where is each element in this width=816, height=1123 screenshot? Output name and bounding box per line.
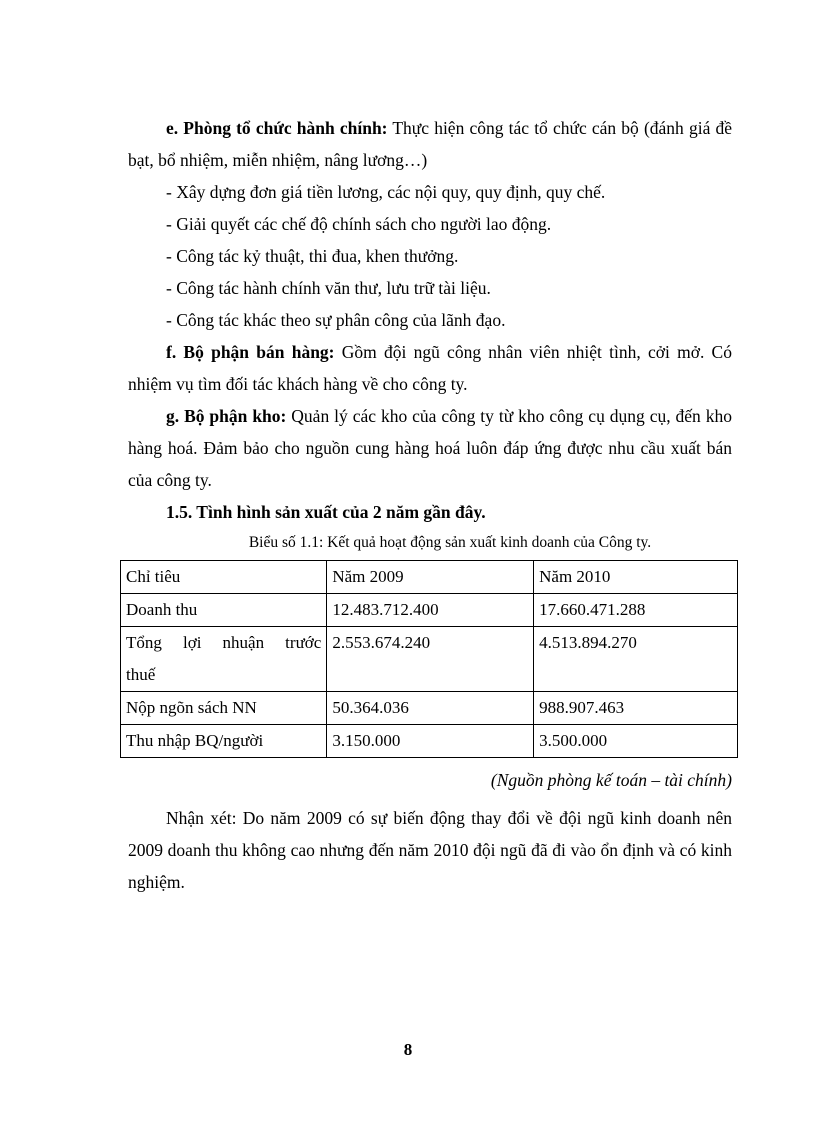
list-item: - Công tác hành chính văn thư, lưu trữ tài liệu.	[166, 278, 491, 298]
table-cell: 17.660.471.288	[534, 594, 738, 627]
table-caption: Biểu số 1.1: Kết quả hoạt động sản xuất kinh doanh của Công ty.	[248, 534, 652, 551]
results-table	[120, 560, 738, 758]
section-heading: 1.5. Tình hình sản xuất của 2 năm gần đây.	[166, 502, 486, 522]
table-cell: 2.553.674.240	[327, 627, 534, 692]
paragraph-remark: Nhận xét: Do năm 2009 có sự biến động thay đổi về đội ngũ kinh doanh nên 2009 doanh thu không cao nhưng đến năm 2010 đội ngũ đã đi vào ổn định và có kinh nghiệm.	[128, 808, 732, 892]
table-cell	[121, 627, 327, 692]
table-header-cell: Năm 2010	[534, 561, 738, 594]
table-cell-line: thuế	[126, 665, 156, 684]
table-row	[121, 692, 738, 725]
paragraph-admin-dept-text: Thực hiện công tác tổ chức cán bộ (đánh giá đề bạt, bổ nhiệm, miễn nhiệm, nâng lương…)	[128, 118, 733, 170]
table-row	[121, 594, 738, 627]
table-cell: 12.483.712.400	[327, 594, 534, 627]
paragraph-sales-dept	[128, 336, 732, 400]
table-cell: Nộp ngõn sách NN	[121, 692, 327, 725]
paragraph-warehouse-dept	[128, 400, 732, 496]
table-cell: 4.513.894.270	[534, 627, 738, 692]
list-item: - Xây dựng đơn giá tiền lương, các nội quy, quy định, quy chế.	[166, 182, 606, 202]
table-cell: 3.150.000	[327, 725, 534, 758]
list-item: - Công tác kỷ thuật, thi đua, khen thưởng.	[166, 246, 459, 266]
table-row	[121, 725, 738, 758]
table-row	[121, 627, 738, 692]
paragraph-sales-dept-text: Gồm đội ngũ công nhân viên nhiệt tình, cởi mở. Có nhiệm vụ tìm đối tác khách hàng về cho công ty.	[128, 342, 732, 394]
table-header-cell: Năm 2009	[327, 561, 534, 594]
table-cell: 988.907.463	[534, 692, 738, 725]
paragraph-admin-dept-label: e. Phòng tổ chức hành chính:	[166, 118, 388, 138]
list-item: - Giải quyết các chế độ chính sách cho người lao động.	[166, 214, 552, 234]
table-cell: 3.500.000	[534, 725, 738, 758]
table-header-row	[121, 561, 738, 594]
paragraph-warehouse-dept-text: Quản lý các kho của công ty từ kho công cụ dụng cụ, đến kho hàng hoá. Đảm bảo cho nguồn cung hàng hoá luôn đáp ứng được nhu cầu xuất bán của công ty.	[128, 406, 732, 490]
paragraph-sales-dept-label: f. Bộ phận bán hàng:	[166, 342, 335, 362]
table-cell: 50.364.036	[327, 692, 534, 725]
paragraph-warehouse-dept-label: g. Bộ phận kho:	[166, 406, 287, 426]
source-note: (Nguồn phòng kế toán – tài chính)	[490, 770, 732, 790]
paragraph-admin-dept	[128, 112, 732, 176]
table-header-cell: Chỉ tiêu	[121, 561, 327, 594]
table-cell-line: Tổng lợi nhuận trước	[126, 633, 322, 652]
page-number: 8	[403, 1040, 413, 1059]
list-item: - Công tác khác theo sự phân công của lãnh đạo.	[166, 310, 506, 330]
table-cell: Doanh thu	[121, 594, 327, 627]
table-cell: Thu nhập BQ/người	[121, 725, 327, 758]
page-content	[128, 112, 732, 898]
